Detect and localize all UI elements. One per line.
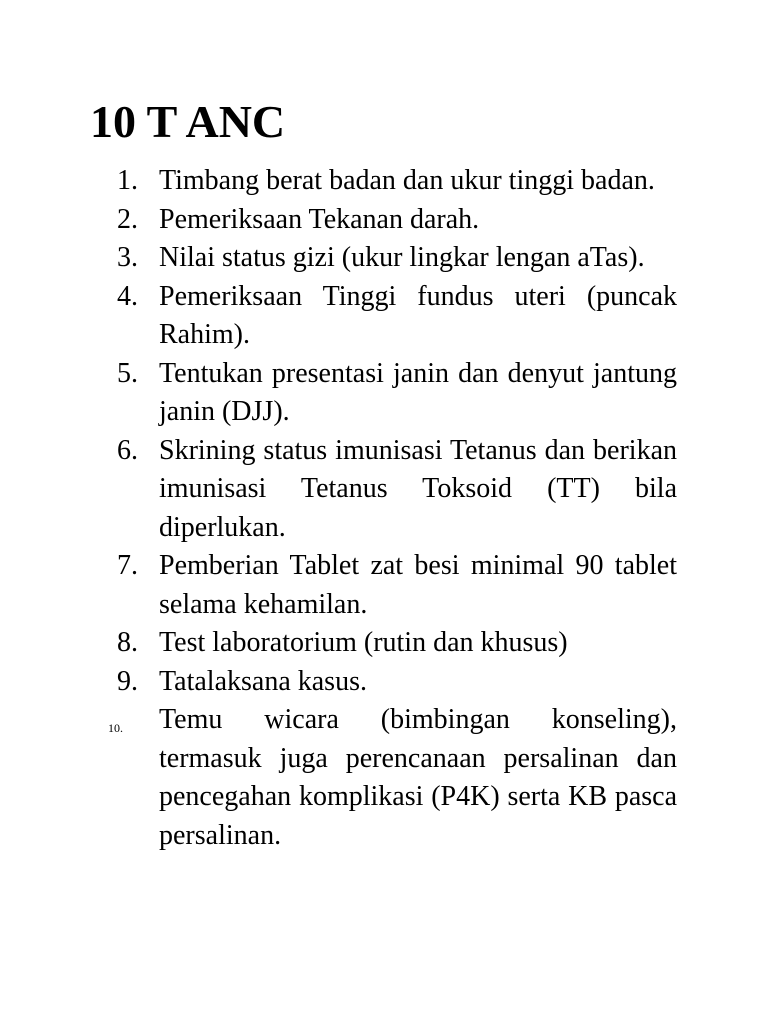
list-item-text: Pemeriksaan Tinggi fundus uteri (puncak Rahim). bbox=[159, 280, 677, 350]
list-item-text: Nilai status gizi (ukur lingkar lengan aTas). bbox=[159, 242, 645, 273]
list-item bbox=[0, 162, 768, 201]
list-item-number: 3. bbox=[117, 242, 138, 273]
list-item-text: Tentukan presentasi janin dan denyut jantung janin (DJJ). bbox=[159, 357, 677, 427]
list-item bbox=[0, 663, 768, 702]
list-item-number: 5. bbox=[117, 357, 138, 389]
list-item-text: Temu wicara (bimbingan konseling), termasuk juga perencanaan persalinan dan pencegahan komplikasi (P4K) serta KB pasca persalinan. bbox=[159, 704, 677, 851]
list-item bbox=[0, 432, 768, 548]
list-item-number: 6. bbox=[117, 434, 138, 466]
list-item bbox=[0, 201, 768, 240]
list-item-number: 9. bbox=[117, 665, 138, 697]
list-item-text: Timbang berat badan dan ukur tinggi badan. bbox=[159, 165, 655, 196]
list-item bbox=[0, 355, 768, 432]
list-item bbox=[0, 239, 768, 278]
list-item bbox=[0, 278, 768, 355]
list-item-number: 4. bbox=[117, 280, 138, 312]
document-title: 10 T ANC bbox=[90, 96, 286, 147]
list-item-text: Test laboratorium (rutin dan khusus) bbox=[159, 627, 568, 658]
list-item-text: Pemeriksaan Tekanan darah. bbox=[159, 203, 480, 235]
anc-list bbox=[0, 162, 768, 855]
list-item-number: 7. bbox=[117, 550, 138, 581]
list-item bbox=[0, 624, 768, 663]
list-item-text: Skrining status imunisasi Tetanus dan berikan imunisasi Tetanus Toksoid (TT) bila diperlukan. bbox=[159, 434, 677, 543]
list-item-number: 2. bbox=[117, 203, 138, 235]
list-item bbox=[0, 701, 768, 855]
list-item-number: 1. bbox=[117, 165, 138, 196]
list-item-number: 8. bbox=[117, 627, 138, 658]
list-item-number: 10. bbox=[108, 721, 123, 735]
list-item-text: Pemberian Tablet zat besi minimal 90 tablet selama kehamilan. bbox=[159, 550, 677, 620]
list-item-text: Tatalaksana kasus. bbox=[159, 665, 367, 697]
list-item bbox=[0, 547, 768, 624]
